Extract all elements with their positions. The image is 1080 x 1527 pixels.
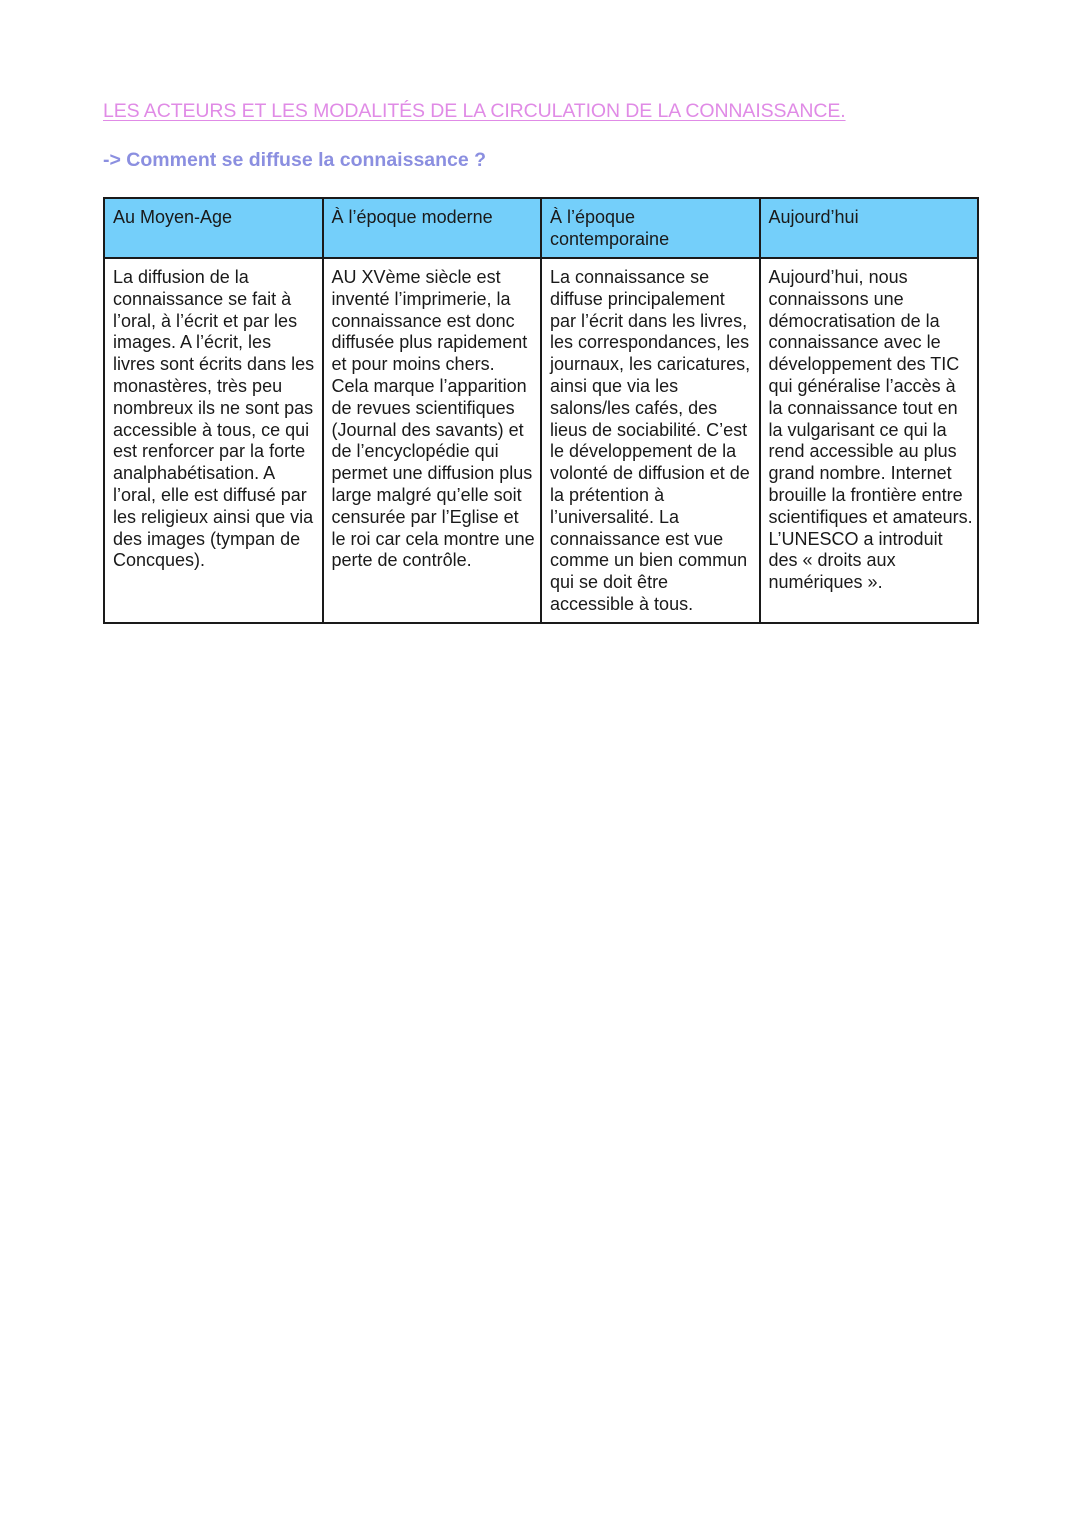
cell-moyen-age: La diffusion de la connaissance se fait à l’oral, à l’écrit et par les images. A l’écrit, les livres sont écrits dans les monastères, très peu nombreux ils ne sont pas accessible à tous, ce qui est renforcer par la forte analphabétisation. A l’oral, elle est diffusé par les religieux ainsi que via des images (tympan de Concques). <box>104 258 323 623</box>
section-question: -> Comment se diffuse la connaissance ? <box>103 149 487 171</box>
cell-epoque-contemporaine: La connaissance se diffuse principalement par l’écrit dans les livres, les correspondances, les journaux, les caricatures, ainsi que via les salons/les cafés, des lieus de sociabilité. C’est le développement de la volonté de diffusion et de la prétention à l’universalité. La connaissance est vue comme un bien commun qui se doit être accessible à tous. <box>541 258 760 623</box>
header-cell-moyen-age: Au Moyen-Age <box>104 198 323 258</box>
page-title: LES ACTEURS ET LES MODALITÉS DE LA CIRCULATION DE LA CONNAISSANCE. <box>103 100 846 122</box>
header-cell-epoque-moderne: À l’époque moderne <box>323 198 542 258</box>
diffusion-table <box>103 197 979 624</box>
header-cell-aujourdhui: Aujourd’hui <box>760 198 979 258</box>
table-header-row <box>104 198 978 258</box>
header-cell-epoque-contemporaine: À l’époque contemporaine <box>541 198 760 258</box>
table-row <box>104 258 978 623</box>
cell-aujourdhui: Aujourd’hui, nous connaissons une démocratisation de la connaissance avec le développement des TIC qui généralise l’accès à la connaissance tout en la vulgarisant ce qui la rend accessible au plus grand nombre. Internet brouille la frontière entre scientifiques et amateurs. L’UNESCO a introduit des « droits aux numériques ». <box>760 258 979 623</box>
cell-epoque-moderne: AU XVème siècle est inventé l’imprimerie, la connaissance est donc diffusée plus rapidement et pour moins chers. Cela marque l’apparition de revues scientifiques (Journal des savants) et de l’encyclopédie qui permet une diffusion plus large malgré qu’elle soit censurée par l’Eglise et le roi car cela montre une perte de contrôle. <box>323 258 542 623</box>
